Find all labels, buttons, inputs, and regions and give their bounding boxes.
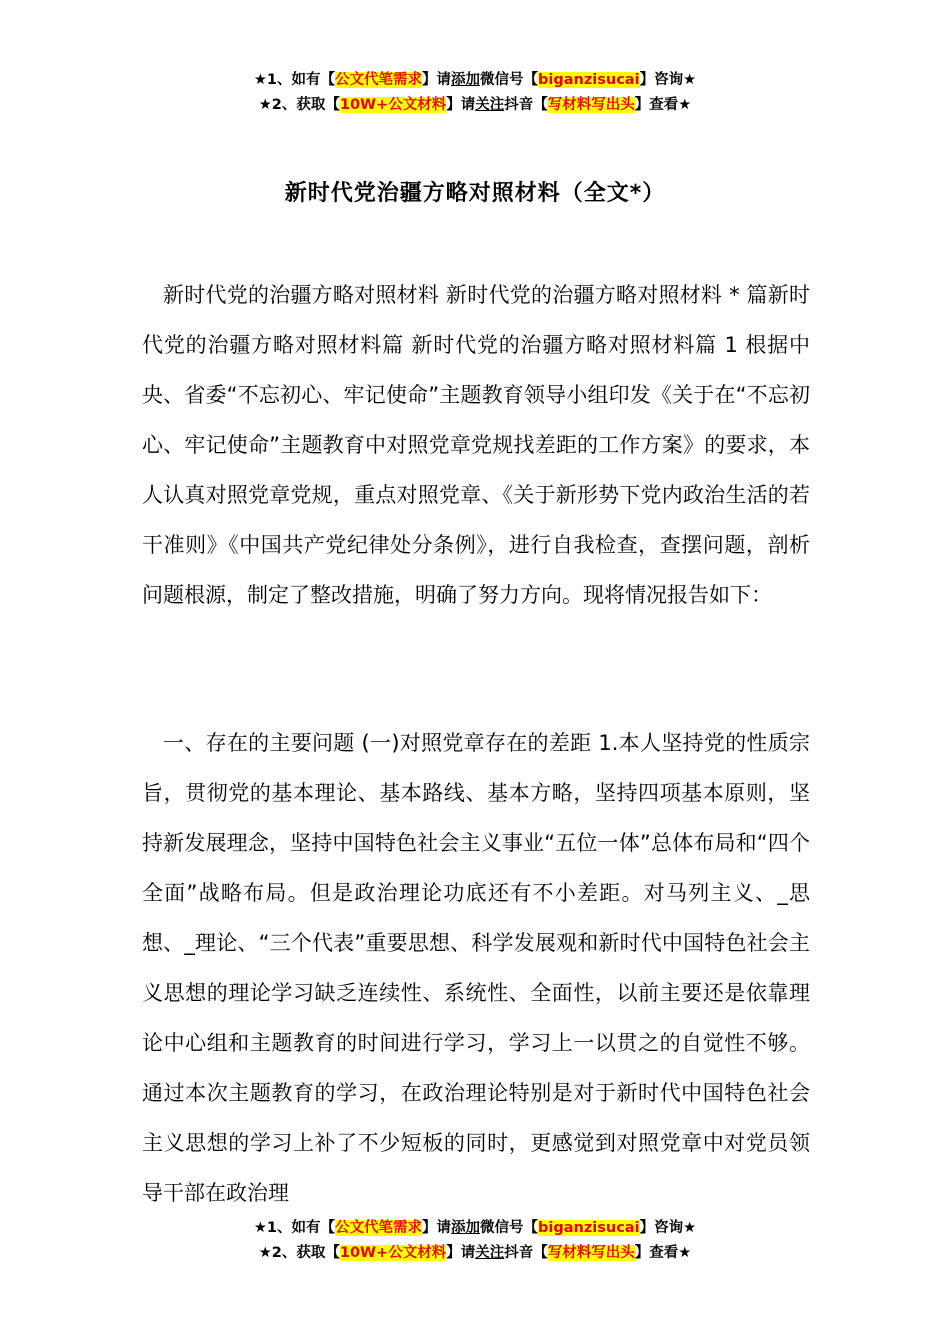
highlight-text: 10W+公文材料 (339, 97, 447, 113)
paragraph: 一、存在的主要问题 (一)对照党章存在的差距 1.本人坚持党的性质宗旨，贯彻党的基本理论、基本路线、基本方略，坚持四项基本原则，坚持新发展理念，坚持中国特色社会主义事业“五位一体”总体布局和“四个全面”战略布局。但是政治理论功底还有不小差距。对马列主义、_思想、_理论、“三个代表”重要思想、科学发展观和新时代中国特色社会主义思想的理论学习缺乏连续性、系统性、全面性，以前主要还是依靠理论中心组和主题教育的时间进行学习，学习上一以贯之的自觉性不够。通过本次主题教育的学习，在政治理论特别是对于新时代中国特色社会主义思想的学习上补了不少短板的同时，更感觉到对照党章中对党员领导干部在政治理 (142, 731, 810, 1205)
underlined-text: 关注 (475, 97, 505, 113)
banner-text: 】咨询★ (639, 1220, 697, 1236)
banner-text: 抖音【 (504, 97, 548, 113)
banner-text: 抖音【 (504, 1245, 548, 1261)
banner-text: ★1、如有【 (253, 1220, 336, 1236)
document-title: 新时代党治疆方略对照材料（全文*） (284, 181, 666, 206)
highlight-text: 公文代笔需求 (335, 1220, 423, 1236)
footer-banner (0, 1216, 950, 1266)
banner-line-1 (0, 68, 950, 93)
banner-text: 】查看★ (634, 97, 692, 113)
header-banner (0, 68, 950, 118)
banner-text: ★2、获取【 (258, 97, 340, 113)
highlight-text: biganzisucai (538, 1220, 640, 1236)
banner-text: ★2、获取【 (258, 1245, 340, 1261)
banner-text: 】请 (446, 97, 476, 113)
banner-line-2 (0, 93, 950, 118)
banner-text: 微信号【 (480, 72, 539, 88)
banner-line-2 (0, 1241, 950, 1266)
banner-text: 】查看★ (634, 1245, 692, 1261)
banner-line-1 (0, 1216, 950, 1241)
underlined-text: 添加 (451, 72, 481, 88)
banner-text: 】请 (422, 72, 452, 88)
banner-text: 】请 (446, 1245, 476, 1261)
highlight-text: 写材料写出头 (547, 1245, 635, 1261)
body-paragraph-2 (142, 718, 810, 1218)
highlight-text: 公文代笔需求 (335, 72, 423, 88)
paragraph: 新时代党的治疆方略对照材料 新时代党的治疆方略对照材料 * 篇新时代党的治疆方略对照材料篇 新时代党的治疆方略对照材料篇 1 根据中央、省委“不忘初心、牢记使命”主题教育领导小组印发《关于在“不忘初心、牢记使命”主题教育中对照党章党规找差距的工作方案》的要求，本人认真对照党章党规，重点对照党章、《关于新形势下党内政治生活的若干准则》《中国共产党纪律处分条例》，进行自我检查，查摆问题，剖析问题根源，制定了整改措施，明确了努力方向。现将情况报告如下： (142, 283, 810, 607)
banner-text: 】咨询★ (639, 72, 697, 88)
banner-text: 微信号【 (480, 1220, 539, 1236)
highlight-text: 10W+公文材料 (339, 1245, 447, 1261)
banner-text: ★1、如有【 (253, 72, 336, 88)
body-paragraph-1 (142, 270, 810, 620)
underlined-text: 关注 (475, 1245, 505, 1261)
highlight-text: biganzisucai (538, 72, 640, 88)
highlight-text: 写材料写出头 (547, 97, 635, 113)
underlined-text: 添加 (451, 1220, 481, 1236)
banner-text: 】请 (422, 1220, 452, 1236)
